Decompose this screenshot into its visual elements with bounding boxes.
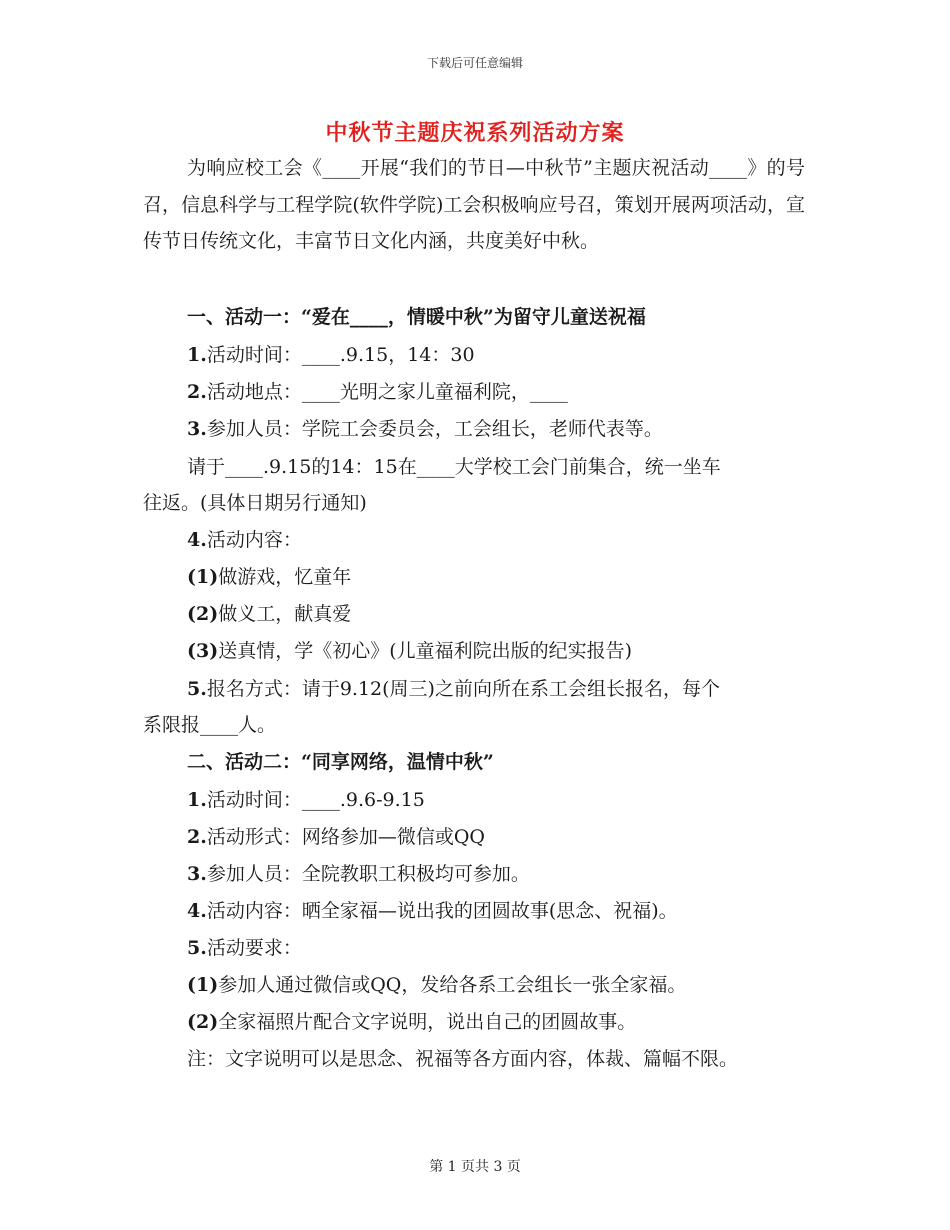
list-number: 1.: [187, 789, 207, 811]
list-text: 活动内容：晒全家福—说出我的团圆故事(思念、祝福)。: [206, 900, 678, 922]
list-number: 3.: [187, 863, 207, 885]
activity1-content-item1: [0, 565, 950, 589]
list-text: 活动地点：____光明之家儿童福利院，____: [206, 381, 568, 403]
activity1-signup-line1: [0, 677, 950, 701]
list-text: 做游戏，忆童年: [218, 566, 352, 588]
activity1-place: [0, 380, 950, 404]
activity1-time: [0, 343, 950, 367]
list-number: (3): [187, 640, 219, 662]
list-number: (1): [187, 566, 219, 588]
activity2-time: [0, 788, 950, 812]
list-text: 全家福照片配合文字说明，说出自己的团圆故事。: [218, 1011, 637, 1033]
list-number: (2): [187, 603, 219, 625]
activity1-content: [0, 528, 950, 552]
list-number: 3.: [187, 418, 207, 440]
list-text: 活动要求：: [206, 937, 302, 959]
list-number: (2): [187, 1011, 219, 1033]
activity1-gather-line2: 往返。(具体日期另行通知): [143, 492, 367, 514]
list-number: 5.: [187, 937, 207, 959]
activity2-content: [0, 899, 950, 923]
intro-paragraph: 为响应校工会《____开展“我们的节日—中秋节”主题庆祝活动____》的号召，信息科学与工程学院(软件学院)工会积极响应号召，策划开展两项活动，宣传节日传统文化，丰富节日文化内涵，共度美好中秋。: [143, 157, 805, 252]
activity1-gather-line1: 请于____.9.15的14：15在____大学校工会门前集合，统一坐车: [187, 456, 721, 478]
page-header-note: 下载后可任意编辑: [426, 56, 523, 70]
page-footer: 第 1 页共 3 页: [429, 1159, 521, 1175]
activity1-heading: 一、活动一：“爱在____，情暖中秋”为留守儿童送祝福: [187, 306, 646, 328]
list-text: 参加人通过微信或QQ，发给各系工会组长一张全家福。: [218, 974, 687, 996]
activity2-requirements: [0, 936, 950, 960]
list-text: 参加人员：学院工会委员会，工会组长，老师代表等。: [206, 418, 663, 440]
activity1-signup-line2: 系限报____人。: [143, 714, 277, 736]
list-text: 做义工，献真爱: [218, 603, 352, 625]
list-number: 5.: [187, 678, 207, 700]
list-number: 2.: [187, 826, 207, 848]
activity2-note: 注：文字说明可以是思念、祝福等各方面内容，体裁、篇幅不限。: [187, 1048, 739, 1070]
list-text: 活动时间：____.9.15，14：30: [206, 344, 475, 366]
list-number: 4.: [187, 529, 207, 551]
activity2-heading: 二、活动二：“同享网络，温情中秋”: [187, 751, 494, 773]
activity1-content-item3: [0, 639, 950, 663]
list-number: 1.: [187, 344, 207, 366]
activity2-requirement-item2: [0, 1010, 950, 1034]
list-text: 参加人员：全院教职工积极均可参加。: [206, 863, 530, 885]
list-text: 活动时间：____.9.6-9.15: [206, 789, 425, 811]
list-number: 4.: [187, 900, 207, 922]
list-text: 报名方式：请于9.12(周三)之前向所在系工会组长报名，每个: [206, 678, 720, 700]
list-number: 2.: [187, 381, 207, 403]
activity2-people: [0, 862, 950, 886]
activity1-people: [0, 417, 950, 441]
list-number: (1): [187, 974, 219, 996]
document-title: 中秋节主题庆祝系列活动方案: [325, 120, 625, 146]
activity2-form: [0, 825, 950, 849]
activity1-content-item2: [0, 602, 950, 626]
list-text: 活动形式：网络参加—微信或QQ: [206, 826, 485, 848]
activity2-requirement-item1: [0, 973, 950, 997]
list-text: 送真情，学《初心》(儿童福利院出版的纪实报告): [218, 640, 633, 662]
list-text: 活动内容：: [206, 529, 302, 551]
